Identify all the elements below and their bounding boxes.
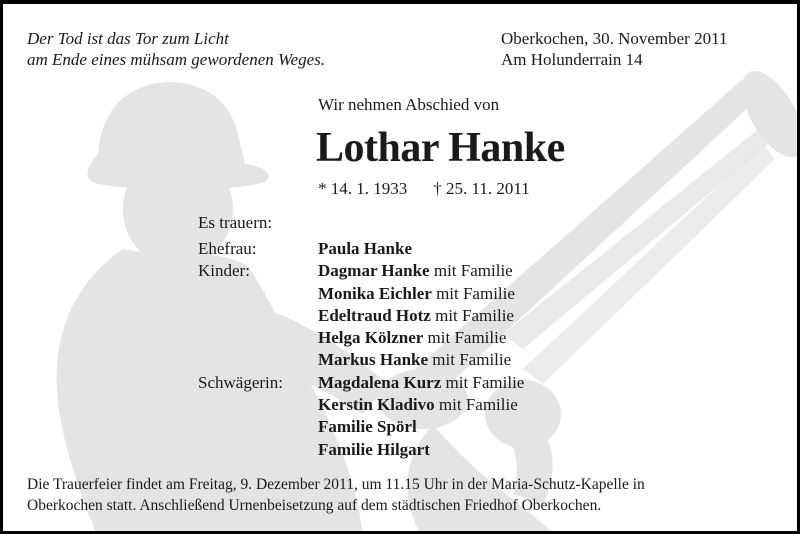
- mourner-row: [198, 260, 524, 282]
- mourner-suffix: mit Familie: [445, 372, 525, 392]
- mourner-name: Dagmar Hanke: [318, 261, 430, 281]
- mourner-role: [198, 305, 318, 327]
- mourner-suffix: mit Familie: [438, 395, 518, 415]
- quote-line-2: am Ende eines mühsam gewordenen Weges.: [27, 50, 326, 69]
- mourner-row: [198, 416, 524, 438]
- mourner-role: [198, 416, 318, 438]
- funeral-info: [27, 474, 645, 516]
- birth-date: * 14. 1. 1933: [318, 179, 408, 198]
- address: Am Holunderrain 14: [501, 50, 643, 69]
- deceased-name: Lothar Hanke: [316, 125, 565, 171]
- mourner-row: [198, 439, 524, 461]
- life-dates: [318, 179, 530, 199]
- mourner-row: [198, 327, 524, 349]
- mourner-row: [198, 283, 524, 305]
- mourner-role: [198, 394, 318, 416]
- mourner-suffix: mit Familie: [436, 283, 515, 303]
- mourner-row: [198, 372, 524, 394]
- mourner-row: [198, 305, 524, 327]
- mourner-role: [198, 327, 318, 349]
- mourner-list: [198, 238, 524, 461]
- mourner-role: [198, 283, 318, 305]
- quote-line-1: Der Tod ist das Tor zum Licht: [27, 29, 229, 48]
- mourner-role: Ehefrau:: [198, 239, 257, 258]
- funeral-info-line-2: Oberkochen statt. Anschließend Urnenbeisetzung auf dem städtischen Friedhof Oberkochen.: [27, 497, 602, 514]
- quote: [27, 28, 325, 70]
- funeral-info-line-1: Die Trauerfeier findet am Freitag, 9. Dezember 2011, um 11.15 Uhr in der Maria-Schutz-Kapelle in: [27, 476, 645, 493]
- mourner-name: Markus Hanke: [318, 350, 429, 370]
- mourning-heading: Es trauern:: [198, 213, 273, 232]
- intro-text: Wir nehmen Abschied von: [318, 95, 500, 114]
- mourner-name: Magdalena Kurz: [318, 372, 442, 392]
- mourner-name: Edeltraud Hotz: [318, 305, 431, 325]
- place-and-address: [501, 28, 727, 70]
- mourner-row: [198, 349, 524, 371]
- mourner-role: Kinder:: [198, 261, 250, 281]
- mourner-suffix: mit Familie: [432, 350, 512, 370]
- place-date: Oberkochen, 30. November 2011: [501, 29, 728, 48]
- mourner-name: Helga Kölzner: [318, 328, 424, 348]
- mourner-suffix: mit Familie: [435, 305, 514, 325]
- mourner-role: [198, 439, 318, 461]
- mourner-name: Familie Spörl: [318, 417, 417, 437]
- mourner-name: Kerstin Kladivo: [318, 395, 435, 415]
- mourner-name: Paula Hanke: [318, 239, 412, 258]
- mourner-row: [198, 394, 524, 416]
- mourner-suffix: mit Familie: [427, 328, 507, 348]
- mourner-role: [198, 349, 318, 371]
- mourner-row: [198, 238, 524, 260]
- mourner-suffix: mit Familie: [433, 261, 513, 281]
- mourner-role: Schwägerin:: [198, 372, 283, 392]
- death-date: † 25. 11. 2011: [433, 179, 530, 198]
- mourner-name: Familie Hilgart: [318, 439, 430, 459]
- mourner-name: Monika Eichler: [318, 283, 432, 303]
